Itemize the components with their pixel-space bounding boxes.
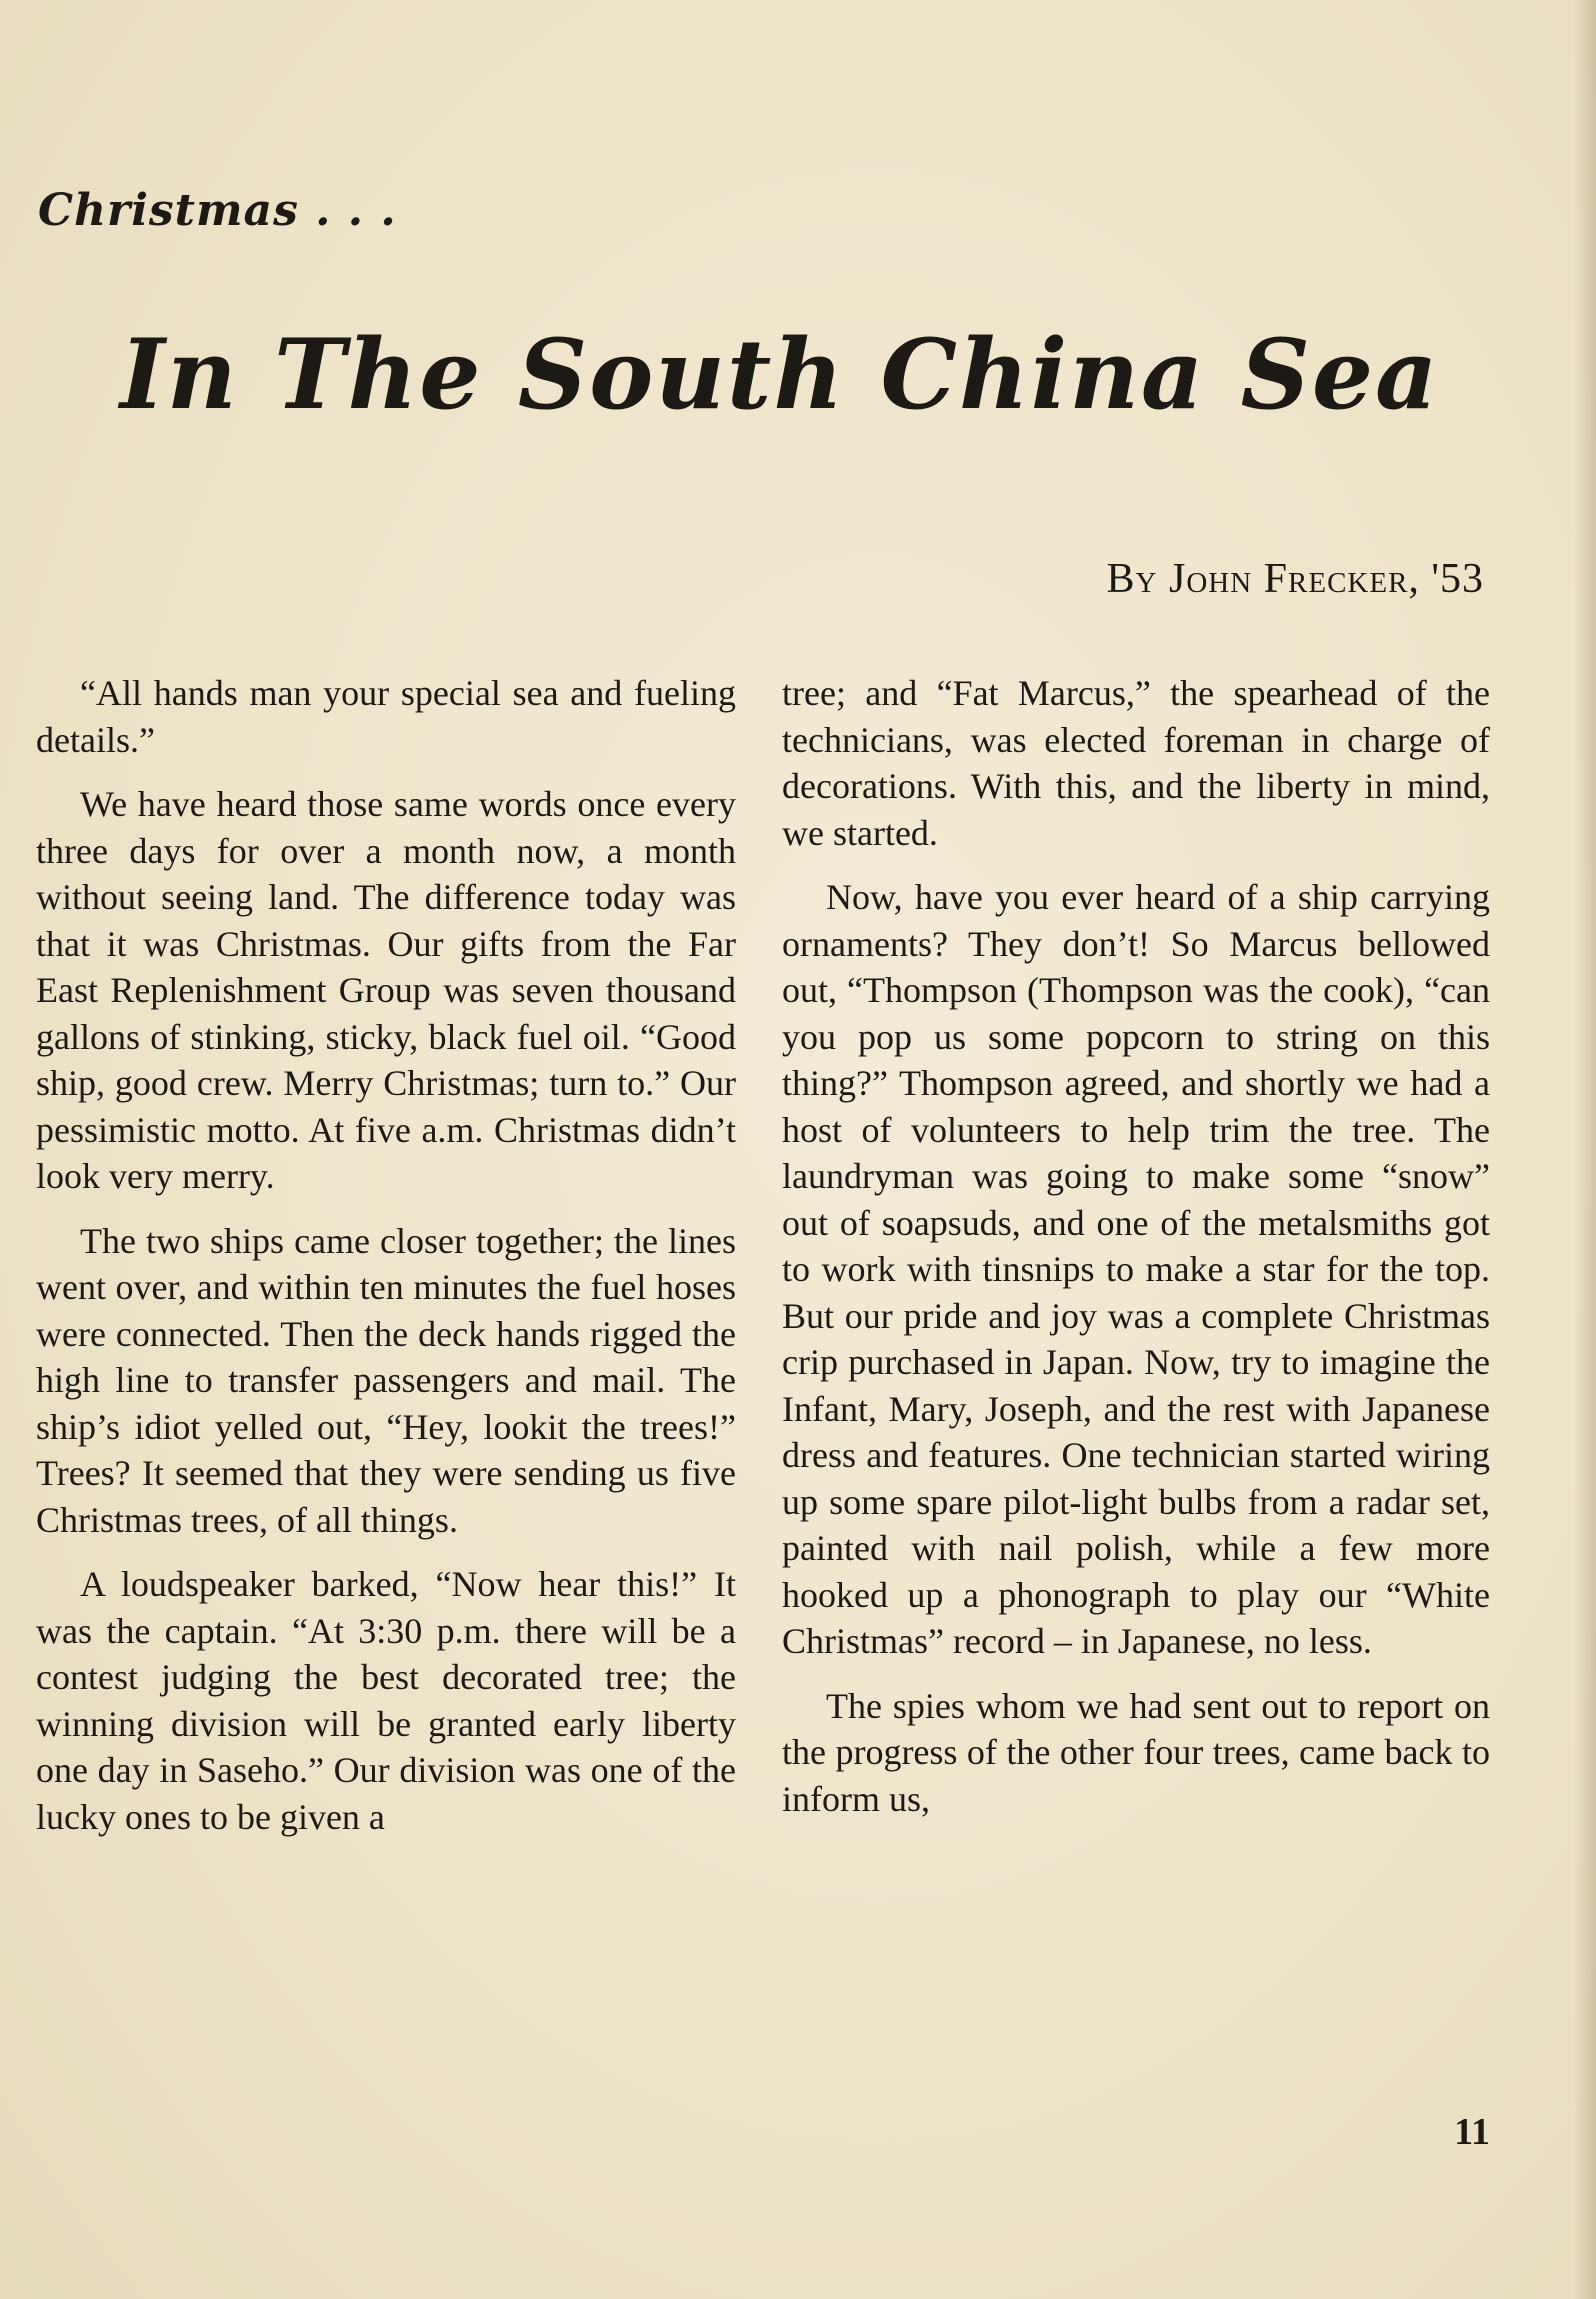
paragraph: We have heard those same words once every three days for over a month now, a month without seeing land. The difference today was that it was Christmas. Our gifts from the Far East Replenishment Group was seven thousand gallons of stinking, sticky, black fuel oil. “Good ship, good crew. Merry Christmas; turn to.” Our pessimistic motto. At five a.m. Christmas didn’t look very merry. [36, 784, 736, 1196]
page-number: 11 [1454, 2111, 1490, 2153]
left-column [36, 670, 736, 1858]
article-title: In The South China Sea [120, 318, 1440, 431]
paragraph: “All hands man your special sea and fueling details.” [36, 673, 736, 760]
section-kicker: Christmas . . . [38, 185, 397, 236]
paragraph: The spies whom we had sent out to report on the progress of the other four trees, came back to inform us, [782, 1685, 1490, 1819]
paragraph: tree; and “Fat Marcus,” the spearhead of the technicians, was elected foreman in charge of decorations. With this, and the liberty in mind, we started. [782, 673, 1490, 853]
page-edge-shadow [1574, 0, 1596, 2299]
paragraph: A loudspeaker barked, “Now hear this!” It was the captain. “At 3:30 p.m. there will be a contest judging the best decorated tree; the winning division will be granted early liberty one day in Saseho.” Our division was one of the lucky ones to be given a [36, 1564, 736, 1837]
paragraph: The two ships came closer together; the lines went over, and within ten minutes the fuel hoses were connected. Then the deck hands rigged the high line to transfer passengers and mail. The ship’s idiot yelled out, “Hey, lookit the trees!” Trees? It seemed that they were sending us five Christmas trees, of all things. [36, 1220, 736, 1540]
author-byline: By John Frecker, '53 [1106, 556, 1484, 602]
right-column [782, 670, 1490, 1840]
paragraph: Now, have you ever heard of a ship carrying ornaments? They don’t! So Marcus bellowed out, “Thompson (Thompson was the cook), “can you pop us some popcorn to string on this thing?” Thompson agreed, and shortly we had a host of volunteers to help trim the tree. The laundryman was going to make some “snow” out of soapsuds, and one of the metalsmiths got to work with tinsnips to make a star for the top. But our pride and joy was a complete Christmas crip purchased in Japan. Now, try to imagine the Infant, Mary, Joseph, and the rest with Japanese dress and features. One technician started wiring up some spare pilot-light bulbs from a radar set, painted with nail polish, while a few more hooked up a phonograph to play our “White Christmas” record – in Japanese, no less. [782, 877, 1490, 1661]
